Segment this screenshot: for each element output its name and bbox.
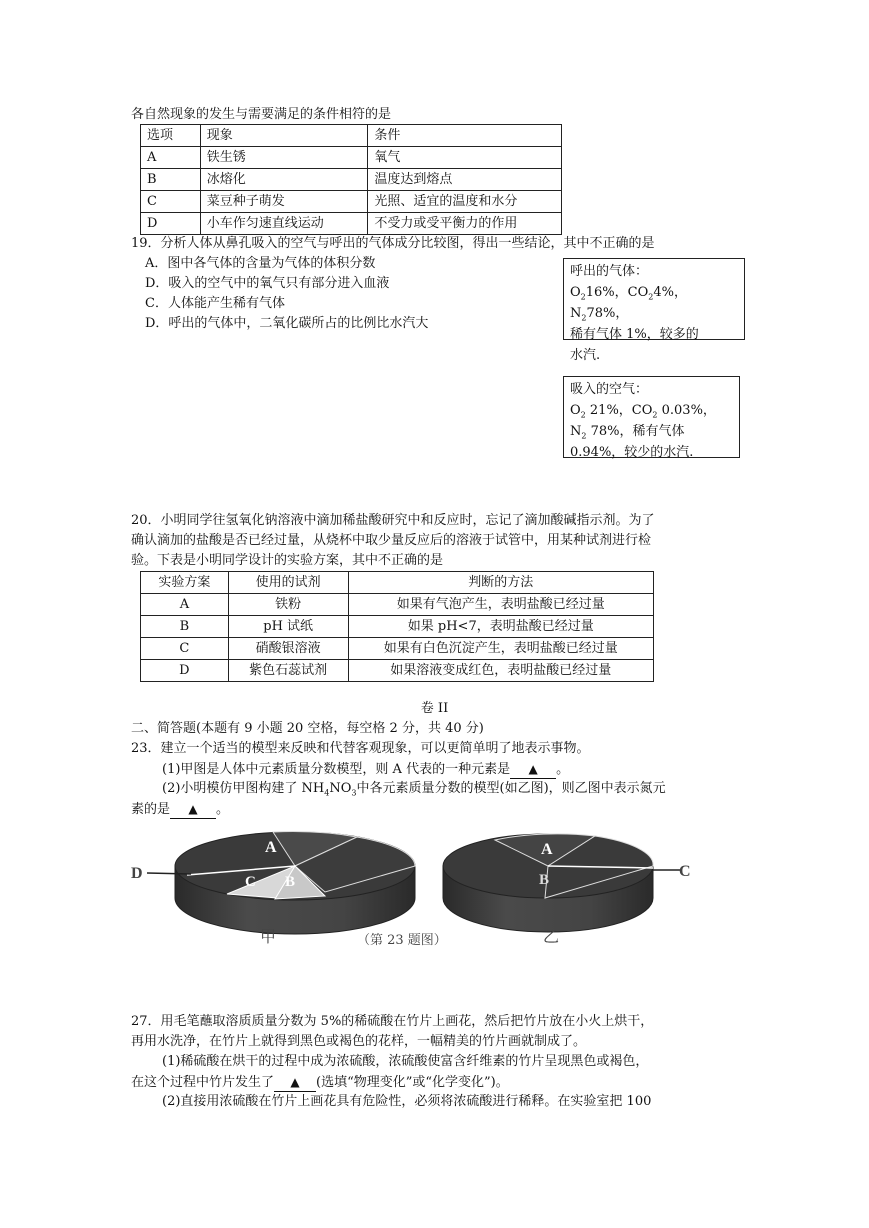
exhaled-line4: 水汽. [570, 348, 601, 363]
table-row [141, 616, 654, 638]
q19-option-d: D．呼出的气体中，二氧化碳所占的比例比水汽大 [145, 316, 429, 331]
table-cell: 铁粉 [228, 594, 348, 616]
figure-caption: （第 23 题图） [357, 933, 447, 948]
exhaled-title: 呼出的气体： [570, 264, 649, 279]
table-row [141, 169, 562, 191]
table-row [141, 594, 654, 616]
inhaled-line3: $N_2$ 78%，稀有气体 [570, 424, 685, 441]
table-cell: 光照、适宜的温度和水分 [368, 191, 562, 213]
q19-option-c: C．人体能产生稀有气体 [145, 296, 285, 311]
jia-label-b: B [285, 874, 296, 890]
jia-pie-model [147, 832, 415, 934]
table-cell: pH 试纸 [228, 616, 348, 638]
table-cell: 不受力或受平衡力的作用 [368, 213, 562, 235]
table-cell: 如果 pH<7，表明盐酸已经过量 [348, 616, 653, 638]
table-header-cell: 使用的试剂 [228, 572, 348, 594]
q20-line3: 验。下表是小明同学设计的实验方案，其中不正确的是 [131, 553, 444, 568]
q23-part2: (2)小明模仿甲图构建了 $NH_4NO_3$中各元素质量分数的模型(如乙图)，则乙图中表示氮元 [162, 781, 666, 798]
answer-blank[interactable]: ▲ [170, 800, 216, 819]
jia-caption: 甲 [260, 927, 277, 946]
q27-line2: 再用水洗净，在竹片上就得到黑色或褐色的花样，一幅精美的竹片画就制成了。 [131, 1034, 587, 1049]
yi-label-a: A [541, 841, 553, 858]
table-cell: D [141, 660, 229, 682]
table-row [141, 191, 562, 213]
table-cell: A [141, 147, 201, 169]
exhaled-gas-box [563, 258, 745, 363]
table-cell: 如果溶液变成红色，表明盐酸已经过量 [348, 660, 653, 682]
q27-line1: 27．用毛笔蘸取溶质质量分数为 5%的稀硫酸在竹片上画花，然后把竹片放在小火上烘干， [131, 1014, 654, 1029]
yi-label-b: B [539, 872, 550, 888]
table-cell: B [141, 616, 229, 638]
table-cell: 冰熔化 [200, 169, 368, 191]
table-row [141, 147, 562, 169]
table-cell: 氧气 [368, 147, 562, 169]
q20-line1: 20．小明同学往氢氧化钠溶液中滴加稀盐酸研究中和反应时，忘记了滴加酸碱指示剂。为了 [131, 513, 655, 528]
inhaled-title: 吸入的空气： [570, 382, 649, 397]
inhaled-composition: $O_2$ 21%，$CO_2$ 0.03%， [570, 403, 716, 420]
q18-intro: 各自然现象的发生与需要满足的条件相符的是 [131, 107, 392, 122]
q19-option-b: D．吸入的空气中的氧气只有部分进入血液 [145, 276, 390, 291]
answer-blank[interactable]: ▲ [274, 1073, 316, 1092]
q23-part1: (1)甲图是人体中元素质量分数模型，则 A 代表的一种元素是 ▲ 。 [162, 762, 570, 777]
answer-blank[interactable]: ▲ [510, 760, 556, 779]
table-cell: A [141, 594, 229, 616]
table-cell: 如果有气泡产生，表明盐酸已经过量 [348, 594, 653, 616]
q19-option-a: A．图中各气体的含量为气体的体积分数 [145, 256, 376, 271]
table-cell: 小车作匀速直线运动 [200, 213, 368, 235]
q27-line5: (2)直接用浓硫酸在竹片上画花具有危险性，必须将浓硫酸进行稀释。在实验室把 100 [162, 1094, 652, 1109]
q23-part2-cont: 素的是 ▲ 。 [131, 802, 230, 817]
jia-label-d: D [131, 865, 143, 882]
exhaled-composition: $O_216\%$，$CO_24\%$，$N_278\%$， [570, 285, 687, 323]
jia-label-a: A [265, 839, 277, 856]
table-cell: 温度达到熔点 [368, 169, 562, 191]
q18-table [140, 124, 562, 235]
q27-line3: (1)稀硫酸在烘干的过程中成为浓硫酸，浓硫酸使富含纤维素的竹片呈现黑色或褐色， [162, 1054, 649, 1069]
exhaled-line3: 稀有气体 1%，较多的 [570, 327, 699, 342]
q20-line2: 确认滴加的盐酸是否已经过量，从烧杯中取少量反应后的溶液于试管中，用某种试剂进行检 [131, 533, 652, 548]
table-cell: 硝酸银溶液 [228, 638, 348, 660]
table-cell: 菜豆种子萌发 [200, 191, 368, 213]
table-header-row [141, 125, 562, 147]
table-row [141, 638, 654, 660]
jia-label-c: C [245, 874, 256, 890]
q19-stem: 19．分析人体从鼻孔吸入的空气与呼出的气体成分比较图，得出一些结论，其中不正确的是 [131, 236, 655, 251]
table-header-cell: 条件 [368, 125, 562, 147]
table-header-row [141, 572, 654, 594]
q20-table [140, 571, 654, 682]
yi-pie-model [443, 834, 681, 932]
inhaled-line4: 0.94%，较少的水汽. [570, 445, 694, 460]
table-row [141, 213, 562, 235]
table-cell: C [141, 638, 229, 660]
table-header-cell: 判断的方法 [348, 572, 653, 594]
yi-label-c: C [679, 863, 691, 880]
table-header-cell: 实验方案 [141, 572, 229, 594]
table-cell: 如果有白色沉淀产生，表明盐酸已经过量 [348, 638, 653, 660]
q23-stem: 23．建立一个适当的模型来反映和代替客观现象，可以更简单明了地表示事物。 [131, 741, 590, 756]
inhaled-air-box [563, 376, 740, 458]
table-header-cell: 现象 [200, 125, 368, 147]
q27-line4: 在这个过程中竹片发生了 ▲ (选填“物理变化”或“化学变化”)。 [131, 1075, 509, 1090]
table-cell: 紫色石蕊试剂 [228, 660, 348, 682]
section-heading: 二、简答题(本题有 9 小题 20 空格，每空格 2 分，共 40 分) [131, 721, 484, 736]
table-cell: 铁生锈 [200, 147, 368, 169]
section-title: 卷 II [420, 701, 449, 716]
table-cell: C [141, 191, 201, 213]
table-cell: B [141, 169, 201, 191]
table-cell: D [141, 213, 201, 235]
q23-figure [125, 826, 725, 956]
table-row [141, 660, 654, 682]
yi-caption: 乙 [543, 927, 560, 946]
table-header-cell: 选项 [141, 125, 201, 147]
